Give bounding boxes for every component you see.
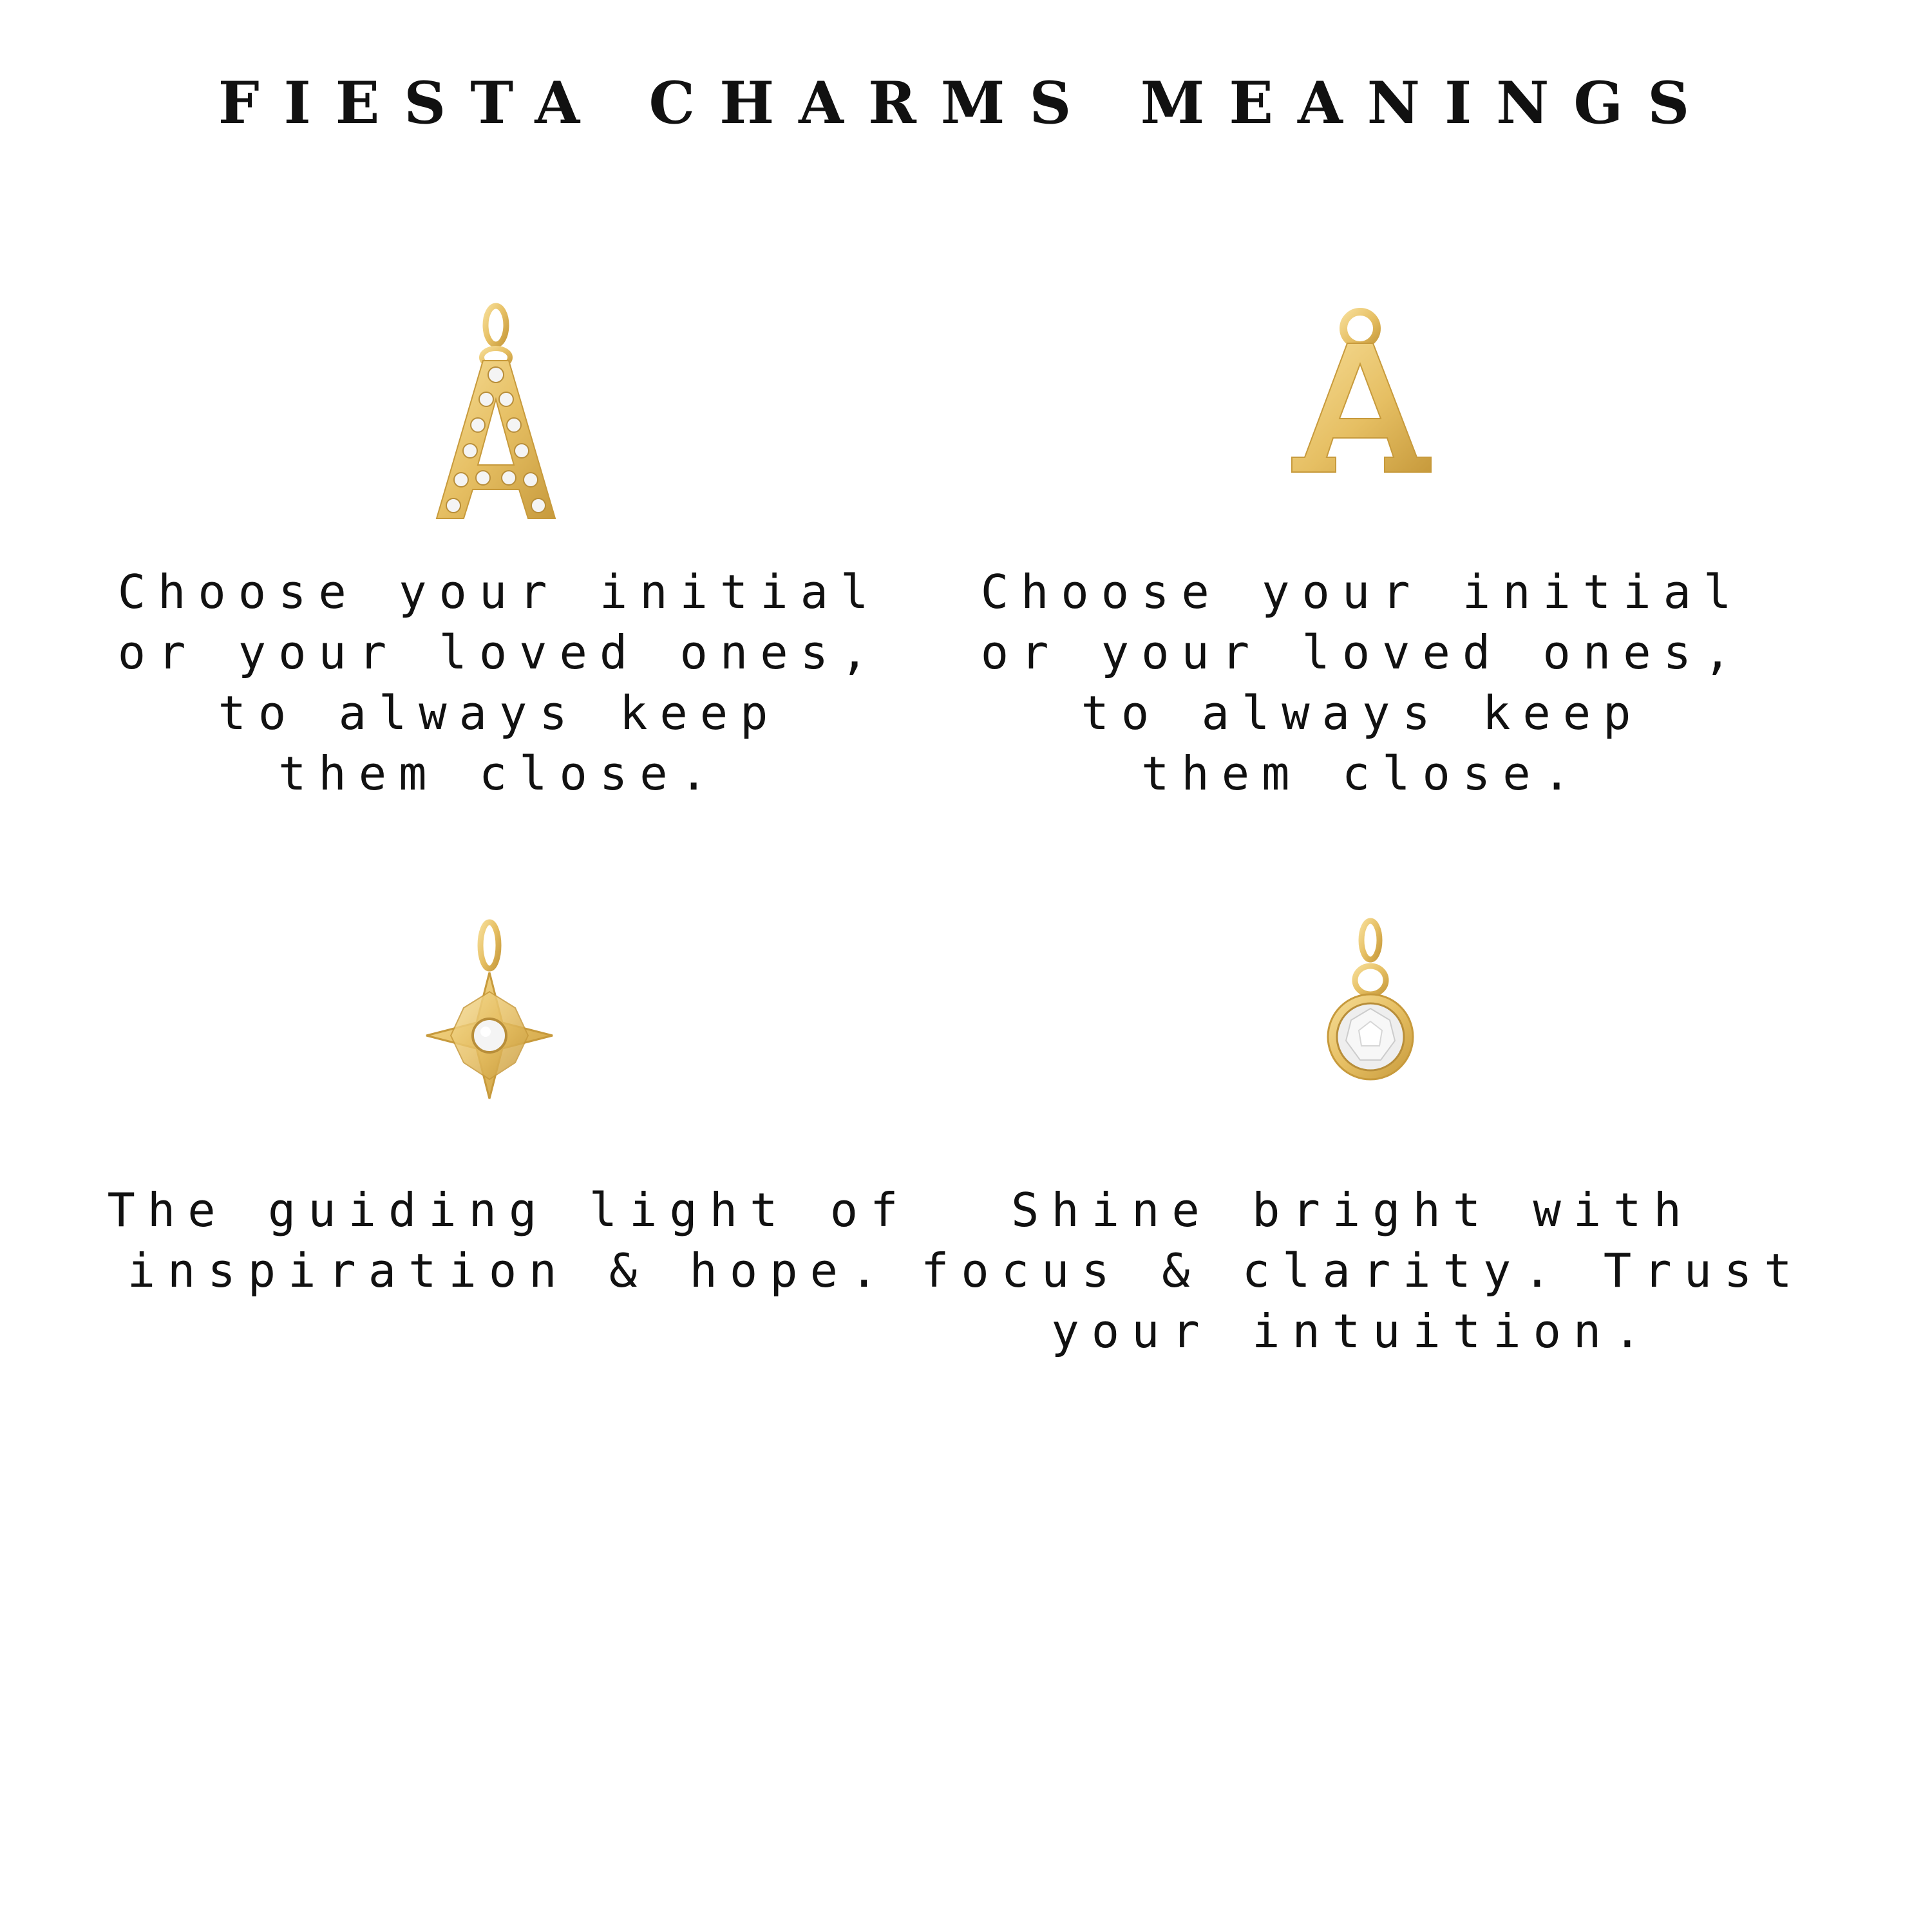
pave-letter-a-charm-icon (425, 296, 580, 528)
charm-description-north-star: The guiding light of inspiration & hope. (107, 1183, 911, 1298)
charm-description-gold-letter-a: Choose your initial or your loved ones, to always keep them close. (980, 565, 1744, 800)
page-title: FIESTA CHARMS MEANINGS (218, 69, 1714, 137)
north-star-charm-icon (419, 914, 560, 1108)
charm-description-pave-letter-a: Choose your initial or your loved ones, to always keep them close. (117, 565, 881, 800)
gold-letter-a-charm-icon (1288, 299, 1449, 480)
charm-description-round-crystal: Shine bright with focus & clarity. Trust your intuition. (921, 1183, 1804, 1358)
round-crystal-charm-icon (1314, 914, 1430, 1108)
